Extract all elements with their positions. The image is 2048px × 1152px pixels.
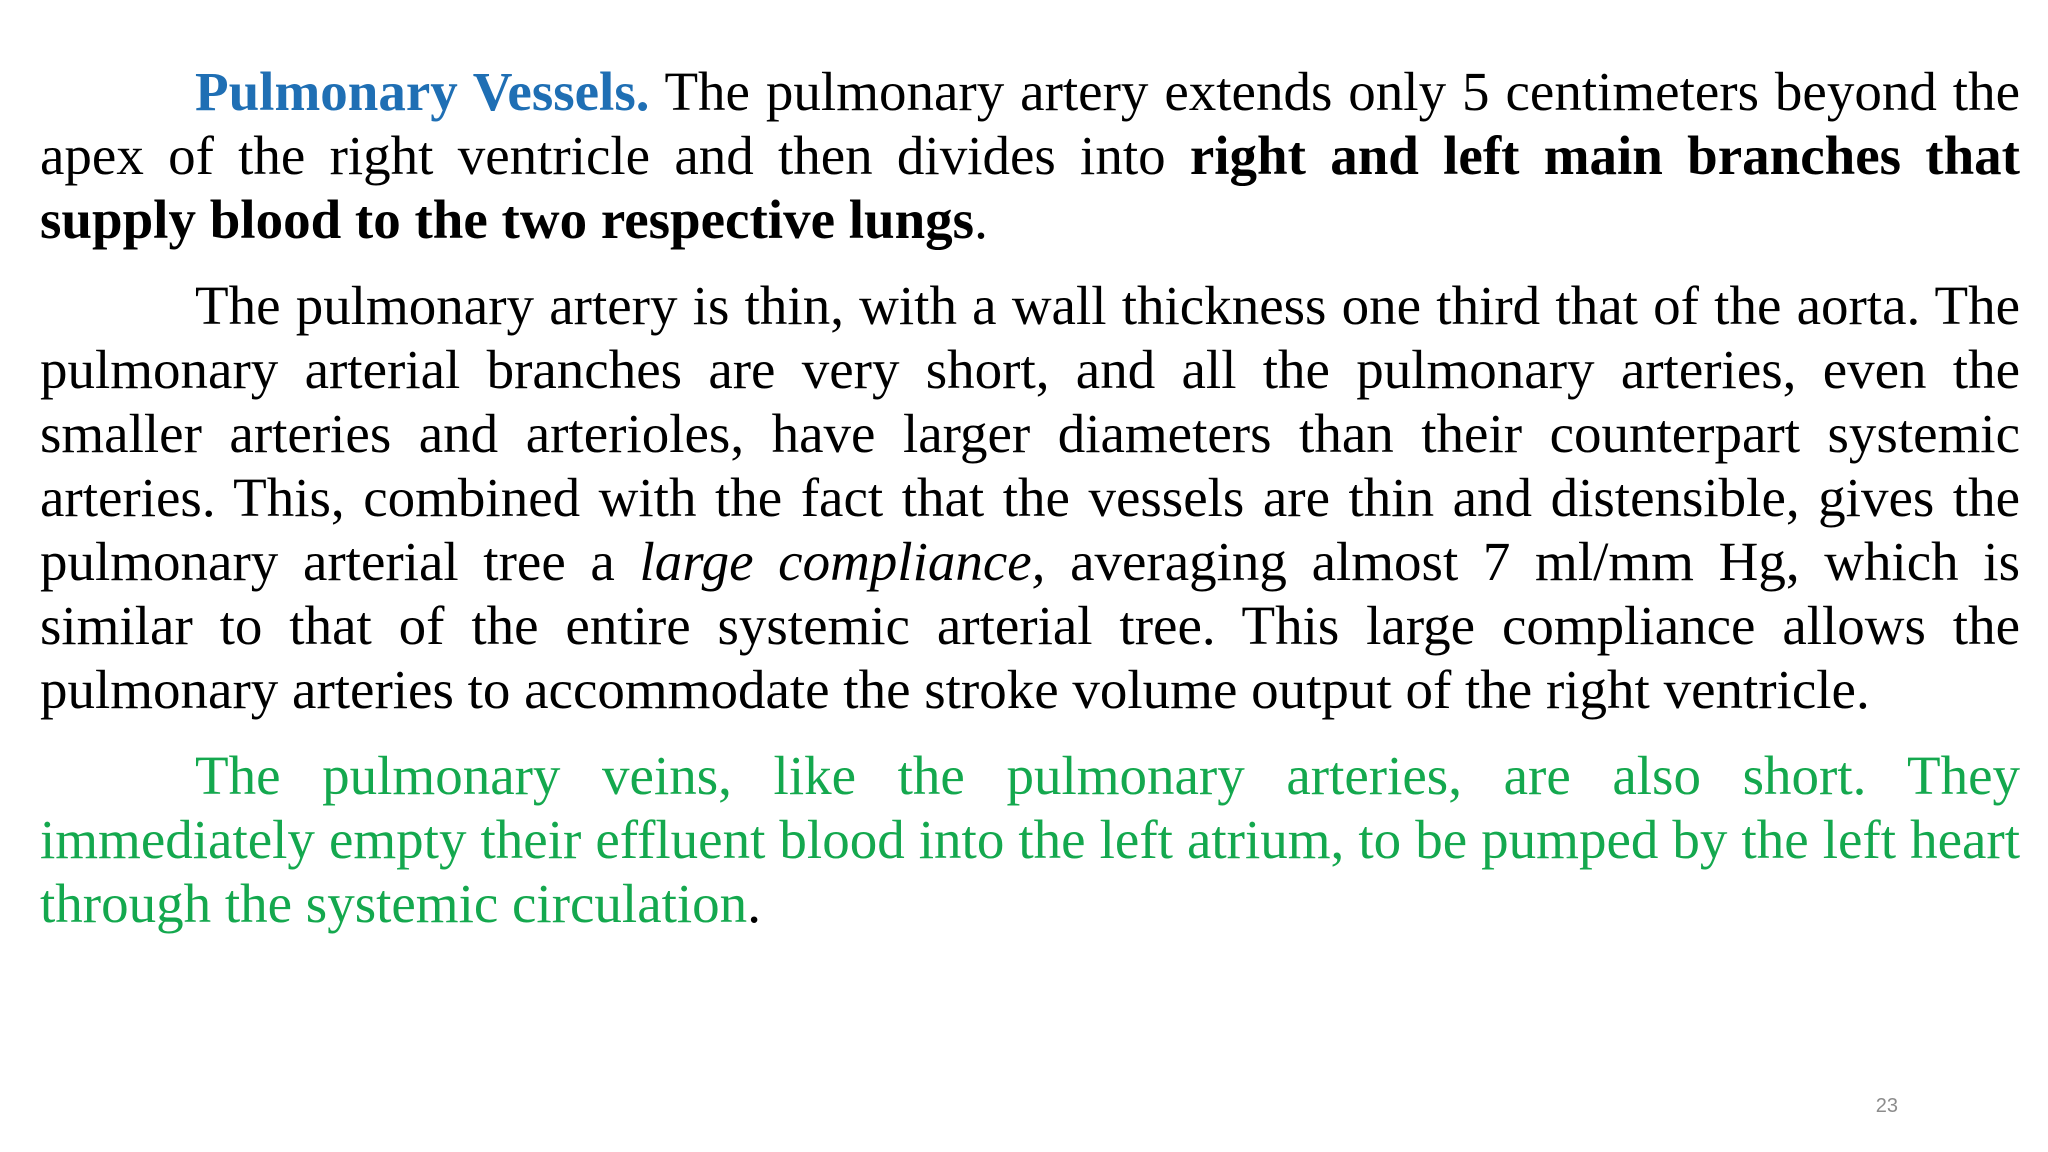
paragraph1-bold-text: right and left main branches that supply blood to the two respective lungs (40, 125, 2020, 250)
paragraph1-text-b: . (974, 189, 988, 250)
paragraph2-italic-text: large compliance, (639, 531, 1046, 592)
paragraph-pulmonary-veins (40, 744, 2020, 936)
slide-content (40, 60, 2020, 958)
paragraph1-text-a: The pulmonary artery extends only 5 centimeters beyond the apex of the right ventricle and then divides into (40, 61, 2020, 186)
paragraph2-text-a: The pulmonary artery is thin, with a wall thickness one third that of the aorta. The pulmonary arterial branches are very short, and all the pulmonary arteries, even the smaller arteries and arterioles, have larger diameters than their counterpart systemic arteries. This, combined with the fact that the vessels are thin and distensible, gives the pulmonary arterial tree a (40, 275, 2020, 592)
paragraph-pulmonary-artery (40, 274, 2020, 722)
section-heading: Pulmonary Vessels. (195, 61, 650, 122)
paragraph3-text-b: . (747, 873, 761, 934)
paragraph2-text-b: averaging almost 7 ml/mm Hg, which is similar to that of the entire systemic arterial tree. This large compliance allows the pulmonary arteries to accommodate the stroke volume output of the right ventricle. (40, 531, 2020, 720)
paragraph-pulmonary-vessels (40, 60, 2020, 252)
page-number: 23 (1875, 1095, 1898, 1117)
paragraph3-green-text: The pulmonary veins, like the pulmonary arteries, are also short. They immediately empty their effluent blood into the left atrium, to be pumped by the left heart through the systemic circulation (40, 745, 2020, 934)
